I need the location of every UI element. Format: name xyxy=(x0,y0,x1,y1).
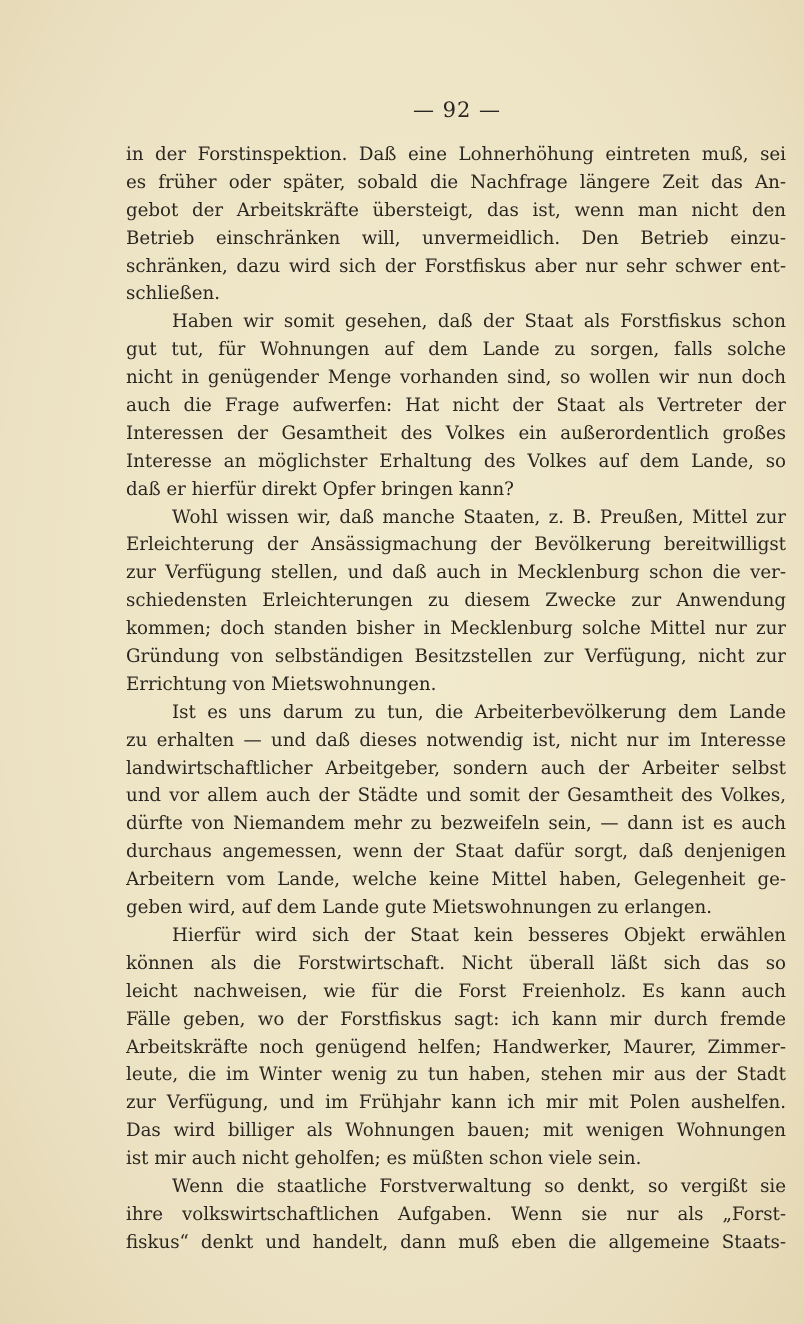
text-line: kommen; doch standen bisher in Mecklenburg solche Mittel nur zur xyxy=(126,618,786,640)
text-line: leicht nachweisen, wie für die Forst Freienholz. Es kann auch xyxy=(126,980,786,1002)
text-line: Arbeitern vom Lande, welche keine Mittel haben, Gelegenheit ge- xyxy=(126,869,786,891)
text-line: zur Verfügung, und im Frühjahr kann ich mir mit Polen aushelfen. xyxy=(126,1092,786,1114)
text-line: auch die Frage aufwerfen: Hat nicht der Staat als Vertreter der xyxy=(126,395,786,417)
text-line: Arbeitskräfte noch genügend helfen; Handwerker, Maurer, Zimmer- xyxy=(126,1036,786,1058)
text-line: es früher oder später, sobald die Nachfrage längere Zeit das An- xyxy=(126,171,786,193)
text-line: nicht in genügender Menge vorhanden sind, so wollen wir nun doch xyxy=(126,367,786,389)
text-line: ist mir auch nicht geholfen; es müßten schon viele sein. xyxy=(126,1148,642,1170)
text-line: zu erhalten — und daß dieses notwendig ist, nicht nur im Interesse xyxy=(126,729,786,751)
text-line: Interessen der Gesamtheit des Volkes ein außerordentlich großes xyxy=(126,422,786,444)
text-line: und vor allem auch der Städte und somit der Gesamtheit des Volkes, xyxy=(126,785,786,807)
text-line: daß er hierfür direkt Opfer bringen kann? xyxy=(126,478,514,500)
text-line: zur Verfügung stellen, und daß auch in Mecklenburg schon die ver- xyxy=(126,562,786,584)
text-line: schränken, dazu wird sich der Forstfiskus aber nur sehr schwer ent- xyxy=(126,255,786,277)
text-line: dürfte von Niemandem mehr zu bezweifeln sein, — dann ist es auch xyxy=(126,813,786,835)
text-line: schließen. xyxy=(126,283,221,305)
text-line: Betrieb einschränken will, unvermeidlich. Den Betrieb einzu- xyxy=(126,227,786,249)
text-line: ihre volkswirtschaftlichen Aufgaben. Wenn sie nur als „Forst- xyxy=(126,1203,786,1225)
text-line: Wenn die staatliche Forstverwaltung so denkt, so vergißt sie xyxy=(172,1175,786,1197)
text-line: schiedensten Erleichterungen zu diesem Zwecke zur Anwendung xyxy=(126,590,786,612)
text-line: Das wird billiger als Wohnungen bauen; mit wenigen Wohnungen xyxy=(126,1120,786,1142)
text-line: leute, die im Winter wenig zu tun haben, stehen mir aus der Stadt xyxy=(126,1064,786,1086)
text-line: Haben wir somit gesehen, daß der Staat als Forstfiskus schon xyxy=(172,311,786,333)
text-line: gut tut, für Wohnungen auf dem Lande zu sorgen, falls solche xyxy=(126,339,786,361)
text-line: Ist es uns darum zu tun, die Arbeiterbevölkerung dem Lande xyxy=(172,701,786,723)
text-line: Wohl wissen wir, daß manche Staaten, z. B. Preußen, Mittel zur xyxy=(172,506,786,528)
text-line: Interesse an möglichster Erhaltung des Volkes auf dem Lande, so xyxy=(126,450,786,472)
text-line: durchaus angemessen, wenn der Staat dafür sorgt, daß denjenigen xyxy=(126,841,786,863)
text-line: in der Forstinspektion. Daß eine Lohnerhöhung eintreten muß, sei xyxy=(126,144,786,165)
text-line: Erleichterung der Ansässigmachung der Bevölkerung bereitwilligst xyxy=(126,534,786,556)
page-number: — 92 — xyxy=(412,98,502,122)
text-line: fiskus“ denkt und handelt, dann muß eben die allgemeine Staats- xyxy=(126,1231,786,1253)
text-line: landwirtschaftlicher Arbeitgeber, sondern auch der Arbeiter selbst xyxy=(126,757,786,779)
text-line: Errichtung von Mietswohnungen. xyxy=(126,673,437,695)
text-line: geben wird, auf dem Lande gute Mietswohnungen zu erlangen. xyxy=(126,897,713,919)
text-line: Gründung von selbständigen Besitzstellen zur Verfügung, nicht zur xyxy=(126,646,786,668)
text-line: können als die Forstwirtschaft. Nicht überall läßt sich das so xyxy=(126,952,786,974)
text-line: Fälle geben, wo der Forstfiskus sagt: ich kann mir durch fremde xyxy=(126,1008,786,1030)
text-line: gebot der Arbeitskräfte übersteigt, das ist, wenn man nicht den xyxy=(126,199,786,221)
text-line: Hierfür wird sich der Staat kein besseres Objekt erwählen xyxy=(172,924,786,946)
body-text xyxy=(126,141,786,1257)
